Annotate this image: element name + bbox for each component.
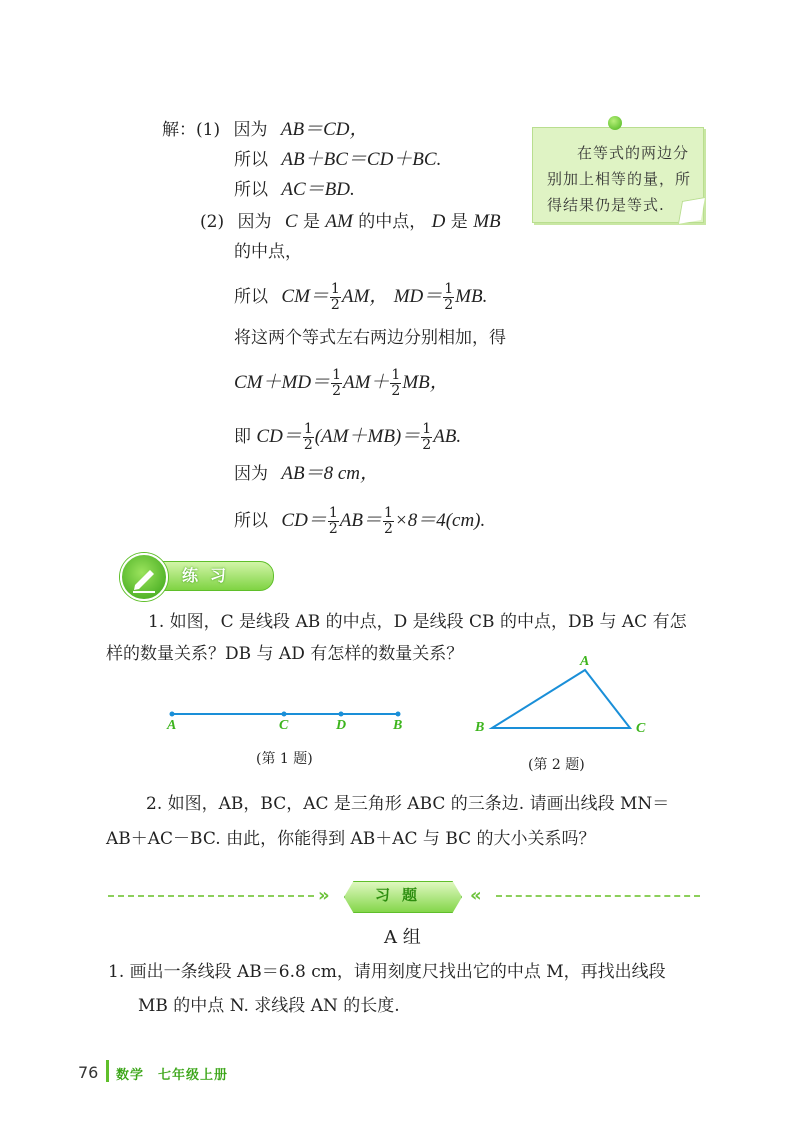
therefore-word: 所以 — [234, 511, 268, 531]
equation: MB， — [402, 372, 449, 393]
fraction-half: $\frac{1}{2}$ — [444, 281, 454, 313]
figure-1-segment — [160, 700, 420, 740]
text: 的中点， — [234, 242, 302, 262]
fraction-half: $\frac{1}{2}$ — [383, 505, 393, 537]
fig1-label-d: D — [336, 718, 347, 733]
fig1-label-c: C — [279, 718, 289, 733]
point-dot-a — [170, 712, 175, 717]
solution-line-5 — [234, 240, 302, 264]
point-dot-b — [396, 712, 401, 717]
because-word: 因为 — [234, 464, 268, 484]
divider-right — [496, 895, 700, 897]
text: 即 — [234, 427, 251, 447]
problems-title: 习题 — [374, 886, 429, 904]
text: 是 — [303, 212, 320, 232]
fraction-half: $\frac{1}{2}$ — [303, 421, 313, 453]
therefore-word: 所以 — [234, 150, 268, 170]
equation: (AM＋MB)＝ — [314, 426, 421, 447]
group-heading: A 组 — [384, 927, 421, 948]
equation: AB. — [433, 426, 462, 447]
exercise-q1-line2: 样的数量关系？DB 与 AD 有怎样的数量关系？ — [106, 644, 464, 664]
solution-line-10 — [234, 462, 379, 486]
equation: CM＋MD＝ — [234, 372, 331, 393]
fig1-label-a: A — [167, 718, 177, 733]
equation: MD＝ — [393, 286, 443, 307]
fraction-half: $\frac{1}{2}$ — [330, 281, 340, 313]
fig1-label-b: B — [393, 718, 403, 733]
solution-line-4 — [200, 210, 501, 234]
therefore-word: 所以 — [234, 287, 268, 307]
text: 是 — [450, 212, 468, 232]
triangle-abc — [492, 670, 630, 728]
segment-am: AM — [325, 211, 353, 232]
book-title: 数学 七年级上册 — [116, 1068, 229, 1083]
because-word: 因为 — [233, 120, 268, 140]
exercise-q2-line1: 2. 如图，AB，BC，AC 是三角形 ABC 的三条边. 请画出线段 MN＝ — [146, 794, 670, 814]
page-number: 76 — [78, 1063, 99, 1082]
solution-line-7 — [234, 326, 506, 350]
problem-1-line2: MB 的中点 N. 求线段 AN 的长度. — [138, 996, 400, 1016]
figure-2-triangle — [480, 660, 650, 740]
fraction-half: $\frac{1}{2}$ — [391, 367, 401, 399]
pencil-icon — [120, 553, 168, 601]
text: 将这两个等式左右两边分别相加，得 — [234, 328, 506, 348]
equation: CM＝ — [281, 286, 329, 307]
note-corner-curl — [678, 197, 705, 224]
divider-left — [108, 895, 314, 897]
problem-1-line1: 1. 画出一条线段 AB＝6.8 cm，请用刻度尺找出它的中点 M，再找出线段 — [108, 962, 666, 982]
point-dot-d — [339, 712, 344, 717]
chevron-left-icon: « — [470, 885, 482, 906]
solution-line-3 — [234, 178, 355, 202]
solution-line-11 — [234, 506, 485, 537]
solution-line-1 — [162, 118, 369, 142]
equation: AM， — [341, 286, 389, 307]
pencil-icon-svg — [122, 555, 166, 599]
note-text: 在等式的两边分别加上相等的量，所得结果仍是等式. — [547, 144, 692, 214]
fig1-caption: (第 1 题) — [256, 751, 313, 767]
solution-lead: 解：(1) — [162, 120, 221, 140]
equation: AB＝CD， — [280, 119, 369, 140]
equation: AM＋ — [342, 372, 390, 393]
equation: AB＋BC＝CD＋BC. — [281, 149, 442, 170]
equation: AB＝ — [339, 510, 382, 531]
fraction-half: $\frac{1}{2}$ — [422, 421, 432, 453]
part-label: (2) — [200, 212, 225, 232]
equation: CD＝ — [281, 510, 327, 531]
fraction-half: $\frac{1}{2}$ — [328, 505, 338, 537]
chevron-right-icon: » — [318, 885, 330, 906]
solution-line-9 — [234, 422, 461, 453]
fig2-label-b: B — [475, 720, 485, 735]
equation: ×8＝4(cm). — [394, 510, 486, 531]
sticky-note — [532, 127, 704, 223]
point-c: C — [284, 211, 298, 232]
equation: MB. — [455, 286, 488, 307]
footer-divider — [106, 1060, 109, 1082]
fig2-label-c: C — [636, 721, 646, 736]
text: 的中点， — [358, 212, 427, 232]
because-word: 因为 — [237, 212, 272, 232]
fig2-caption: (第 2 题) — [528, 757, 585, 773]
equation: AC＝BD. — [281, 179, 355, 200]
exercise-title: 练习 — [182, 566, 239, 585]
equation: CD＝ — [256, 426, 302, 447]
pin-icon — [608, 116, 622, 130]
fraction-half: $\frac{1}{2}$ — [332, 367, 341, 399]
therefore-word: 所以 — [234, 180, 268, 200]
solution-line-8 — [234, 368, 449, 399]
segment-mb: MB — [473, 211, 501, 232]
equation: AB＝8 cm， — [281, 463, 380, 484]
fig2-label-a: A — [580, 654, 590, 669]
point-d: D — [431, 211, 446, 232]
solution-line-2 — [234, 148, 441, 172]
exercise-q2-line2: AB＋AC－BC. 由此，你能得到 AB＋AC 与 BC 的大小关系吗？ — [106, 829, 596, 849]
point-dot-c — [282, 712, 287, 717]
solution-line-6 — [234, 282, 487, 313]
exercise-q1-line1: 1. 如图，C 是线段 AB 的中点，D 是线段 CB 的中点，DB 与 AC 有怎 — [148, 612, 687, 632]
